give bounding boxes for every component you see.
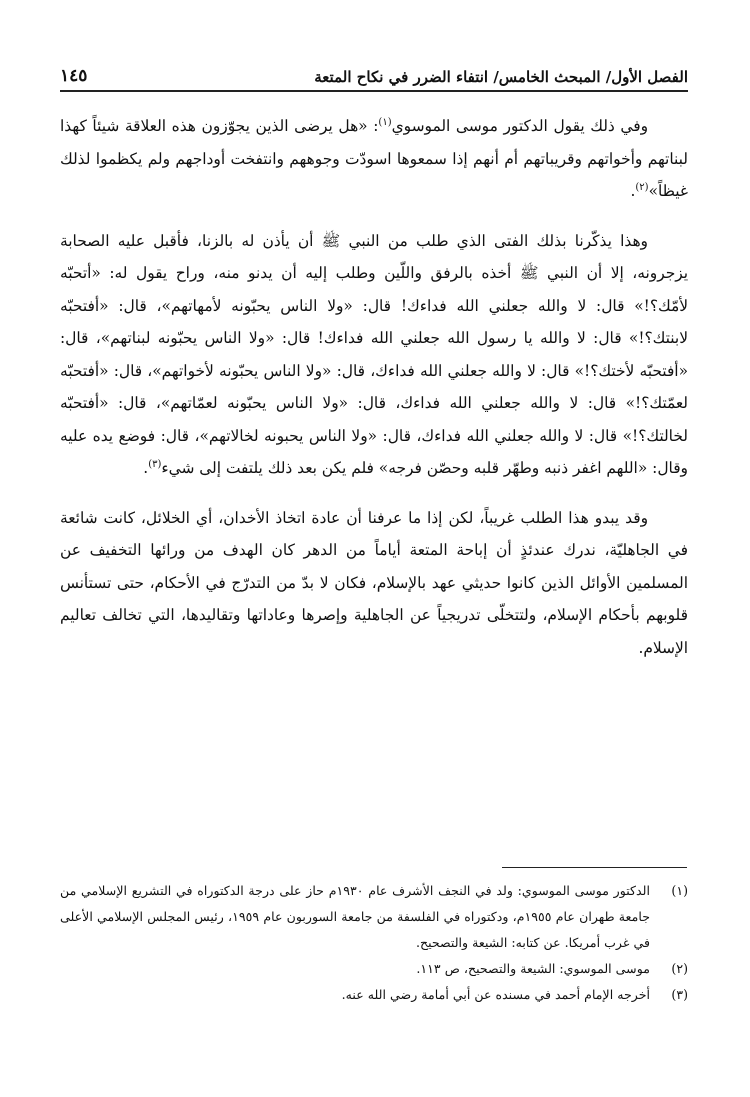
footnote-number: (١)	[671, 883, 688, 898]
footnote	[60, 956, 688, 982]
footnote-number: (٣)	[671, 987, 688, 1002]
paragraph-text: .	[143, 459, 149, 477]
page-header	[60, 58, 688, 92]
footnote	[60, 878, 688, 956]
footnote-separator	[502, 867, 687, 868]
footnote	[60, 982, 688, 1008]
footnote-number: (٢)	[671, 961, 688, 976]
footnote-text: الدكتور موسى الموسوي: ولد في النجف الأشرف عام ١٩٣٠م حاز على درجة الدكتوراه في التشريع الإسلامي من جامعة طهران عام ١٩٥٥م، ودكتوراه في الفلسفة من جامعة السوربون عام ١٩٥٩، رئيس المجلس الإسلامي الأعلى في غرب أمريكا. عن كتابه: الشيعة والتصحيح.	[60, 883, 650, 950]
footnote-text: موسى الموسوي: الشيعة والتصحيح، ص ١١٣.	[416, 961, 650, 976]
footnotes	[60, 878, 688, 1008]
footnote-marker: (٣)	[148, 458, 162, 470]
footnote-text: أخرجه الإمام أحمد في مسنده عن أبي أمامة رضي الله عنه.	[341, 987, 650, 1002]
paragraph-text: .	[630, 182, 636, 200]
running-title: الفصل الأول/ المبحث الخامس/ انتفاء الضرر في نكاح المتعة	[314, 68, 688, 86]
paragraph-text: وقد يبدو هذا الطلب غريباً، لكن إذا ما عرفنا أن عادة اتخاذ الأخدان، أي الخلائل، كانت شائعة في الجاهليّة، ندرك عندئذٍ أن إباحة المتعة أياماً من الدهر كان الهدف من ورائها التخفيف عن المسلمين الأوائل الذين كانوا حديثي عهد بالإسلام، فكان لا بدّ من التدرّج في الأحكام، حتى تستأنس قلوبهم بأحكام الإسلام، ولتتخلّى تدريجياً عن الجاهلية وإصرها وعاداتها وتقاليدها، التي تخالف تعاليم الإسلام.	[60, 508, 688, 657]
paragraph-text: وهذا يذكّرنا بذلك الفتى الذي طلب من النبي ﷺ أن يأذن له بالزنا، فأقبل عليه الصحابة يزجرونه، إلا أن النبي ﷺ أخذه بالرفق واللّين وطلب إليه أن يدنو منه، وراح يقول له: «أتحبّه لأمّك؟!» قال: لا والله جعلني الله فداءك! قال: «ولا الناس يحبّونه لأمهاتهم»، قال: «أفتحبّه لابنتك؟!» قال: لا والله يا رسول الله جعلني الله فداءك! قال: «ولا الناس يحبّونه لبناتهم»، قال: «أفتحبّه لأختك؟!» قال: لا والله جعلني الله فداءك، قال: «ولا الناس يحبّونه لأخواتهم»، قال: «أفتحبّه لعمّتك؟!» قال: لا والله جعلني الله فداءك، قال: «ولا الناس يحبّونه لعمّاتهم»، قال: «أفتحبّه لخالتك؟!» قال: لا والله جعلني الله فداءك، قال: «ولا الناس يحبونه لخالاتهم»، قال: فوضع يده عليه وقال: «اللهم اغفر ذنبه وطهّر قلبه وحصّن فرجه» فلم يكن بعد ذلك يلتفت إلى شيء	[60, 231, 688, 477]
page-number: ١٤٥	[60, 66, 88, 86]
paragraph	[60, 502, 688, 665]
paragraph	[60, 110, 688, 208]
paragraph	[60, 225, 688, 485]
paragraph-text: وفي ذلك يقول الدكتور موسى الموسوي	[391, 117, 648, 135]
main-text	[60, 110, 688, 664]
footnote-marker: (٢)	[635, 181, 649, 193]
footnote-marker: (١)	[378, 116, 392, 128]
paragraph-text: : «هل يرضى الذين يجوّزون هذه العلاقة شيئاً كهذا لبناتهم وأخواتهم وقريباتهم أم أنهم إذا سمعوها اسودّت وجوههم وانتفخت أوداجهم ولم يكظموا لذلك غيظاً»	[60, 117, 688, 200]
